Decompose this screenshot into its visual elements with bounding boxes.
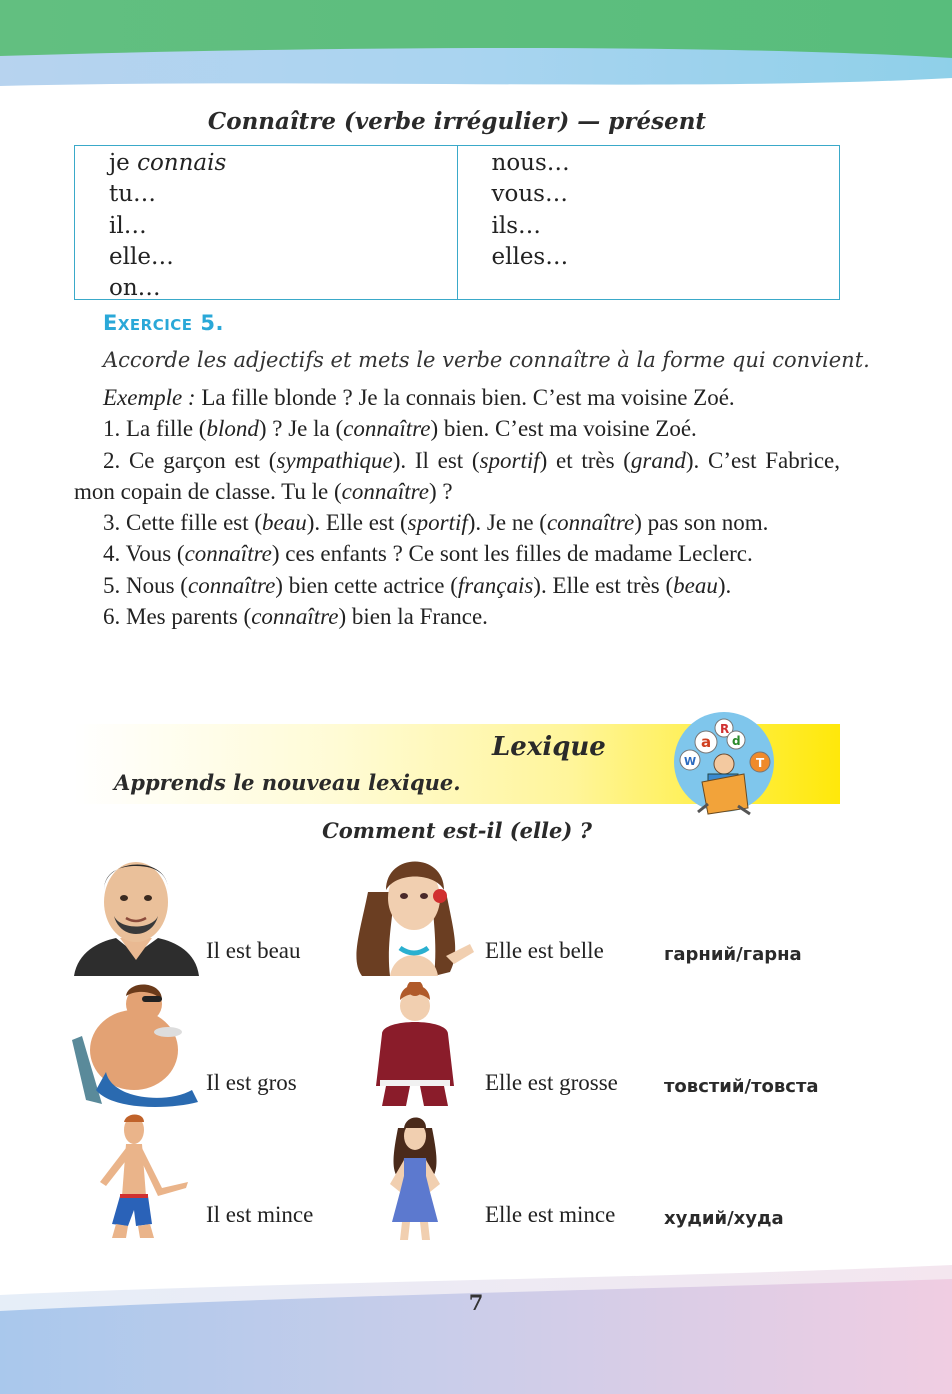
conjugation-line: je connais <box>109 150 227 176</box>
exercise-text: ) et très ( <box>539 447 631 473</box>
phrase-fem: Elle est mince <box>485 1202 616 1227</box>
exercise-text: ). C’est Fabrice, mon copain de classe. Tu le ( <box>74 447 840 504</box>
conjugation-line: elle… <box>109 243 174 270</box>
conjugation-line: il… <box>109 212 147 239</box>
exercise-item <box>74 601 840 632</box>
svg-text:T: T <box>756 756 765 770</box>
conjugation-line: elles… <box>491 243 569 270</box>
exercise-word-to-transform: sportif <box>407 510 468 536</box>
exercise-item <box>74 507 840 538</box>
conjugation-title: Connaître (verbe irrégulier) — présent <box>207 108 707 135</box>
lexique-instruction: Apprends le nouveau lexique. <box>114 770 461 795</box>
phrase-masc: Il est mince <box>206 1202 314 1227</box>
svg-text:W: W <box>684 755 697 768</box>
exercise-word-to-transform: connaître <box>343 416 431 442</box>
conjugation-line: tu… <box>109 181 157 208</box>
exercise-text: 2. Ce garçon est ( <box>103 447 277 473</box>
lexique-title: Lexique <box>492 732 606 762</box>
exercise-text: 4. Vous ( <box>103 541 185 567</box>
phrase-masc: Il est beau <box>206 938 301 963</box>
exercise-text: ). Elle est ( <box>306 510 408 536</box>
vocab-row-beau <box>0 848 952 978</box>
exercise-item <box>74 413 840 444</box>
vocab-title: Comment est-il (elle) ? <box>322 818 592 843</box>
exercise-item <box>74 445 840 508</box>
svg-text:d: d <box>732 734 741 748</box>
exercise-word-to-transform: connaître <box>546 510 635 536</box>
svg-text:a: a <box>701 733 712 751</box>
exercise-word-to-transform: blond <box>206 416 259 442</box>
exercise-word-to-transform: beau <box>673 572 718 598</box>
exercise-word-to-transform: connaître <box>187 572 276 598</box>
exercise-item <box>74 538 840 569</box>
bottom-decorative-band <box>0 1265 952 1394</box>
exercise-text: 1. La fille ( <box>103 416 207 442</box>
exercise-text: ) bien. C’est ma voisine Zoé. <box>430 416 697 442</box>
exercise-body <box>74 382 840 632</box>
page-number: 7 <box>468 1290 484 1315</box>
exercise-word-to-transform: connaître <box>341 478 429 504</box>
phrase-masc: Il est gros <box>206 1070 297 1095</box>
exercise-text: 5. Nous ( <box>103 572 188 598</box>
exercise-text: ). Il est ( <box>392 447 480 473</box>
exercise-text: ) ? <box>428 478 453 504</box>
exercise-text: ) ? Je la ( <box>258 416 344 442</box>
exercise-text: ) bien cette actrice ( <box>275 572 458 598</box>
exercise-text: 3. Cette fille est ( <box>103 510 263 536</box>
thin-man-figure <box>96 1112 196 1240</box>
fat-woman-figure <box>372 982 458 1108</box>
svg-text:R: R <box>720 722 730 736</box>
translation: худий/худа <box>664 1208 784 1229</box>
conjugation-singular-column <box>75 146 457 302</box>
thin-woman-figure <box>384 1114 446 1240</box>
conjugation-line: nous… <box>491 150 570 176</box>
conjugation-line: vous… <box>491 181 568 208</box>
conjugation-line: ils… <box>491 212 542 239</box>
phrase-fem: Elle est belle <box>485 938 604 963</box>
exercise-text: ) pas son nom. <box>634 510 769 536</box>
exercise-text: ) bien la France. <box>338 604 488 630</box>
translation: товстий/товста <box>664 1076 819 1097</box>
handsome-man-figure <box>74 848 199 976</box>
exercise-item <box>74 570 840 601</box>
reading-kid-icon <box>668 708 778 820</box>
exercise-word-to-transform: sportif <box>479 447 540 473</box>
top-decorative-band <box>0 0 952 100</box>
translation: гарний/гарна <box>664 944 802 965</box>
exercise-instruction: Accorde les adjectifs et mets le verbe connaître à la forme qui convient. <box>103 348 870 372</box>
exercise-text: 6. Mes parents ( <box>103 604 252 630</box>
exercise-title: Exercice 5. <box>103 311 224 335</box>
conjugation-line: on… <box>109 275 161 302</box>
conjugation-plural-column <box>457 146 840 299</box>
beautiful-woman-figure <box>350 852 478 976</box>
exercise-text: ). <box>717 572 732 598</box>
exercise-text: ). Elle est très ( <box>533 572 674 598</box>
exercise-word-to-transform: connaître <box>251 604 339 630</box>
exercise-example: Exemple : La fille blonde ? Je la connais bien. C’est ma voisine Zoé. <box>103 385 735 410</box>
exercise-word-to-transform: grand <box>630 447 686 473</box>
exercise-text: ). Je ne ( <box>467 510 547 536</box>
conjugation-table <box>74 145 840 300</box>
vocab-row-gros <box>0 980 952 1110</box>
exercise-word-to-transform: français <box>457 572 534 598</box>
exercise-text: ) ces enfants ? Ce sont les filles de madame Leclerc. <box>271 541 753 567</box>
exercise-word-to-transform: connaître <box>184 541 272 567</box>
phrase-fem: Elle est grosse <box>485 1070 618 1095</box>
exercise-word-to-transform: beau <box>262 510 307 536</box>
fat-man-figure <box>72 980 202 1108</box>
vocab-row-mince <box>0 1112 952 1242</box>
exercise-word-to-transform: sympathique <box>276 447 393 473</box>
